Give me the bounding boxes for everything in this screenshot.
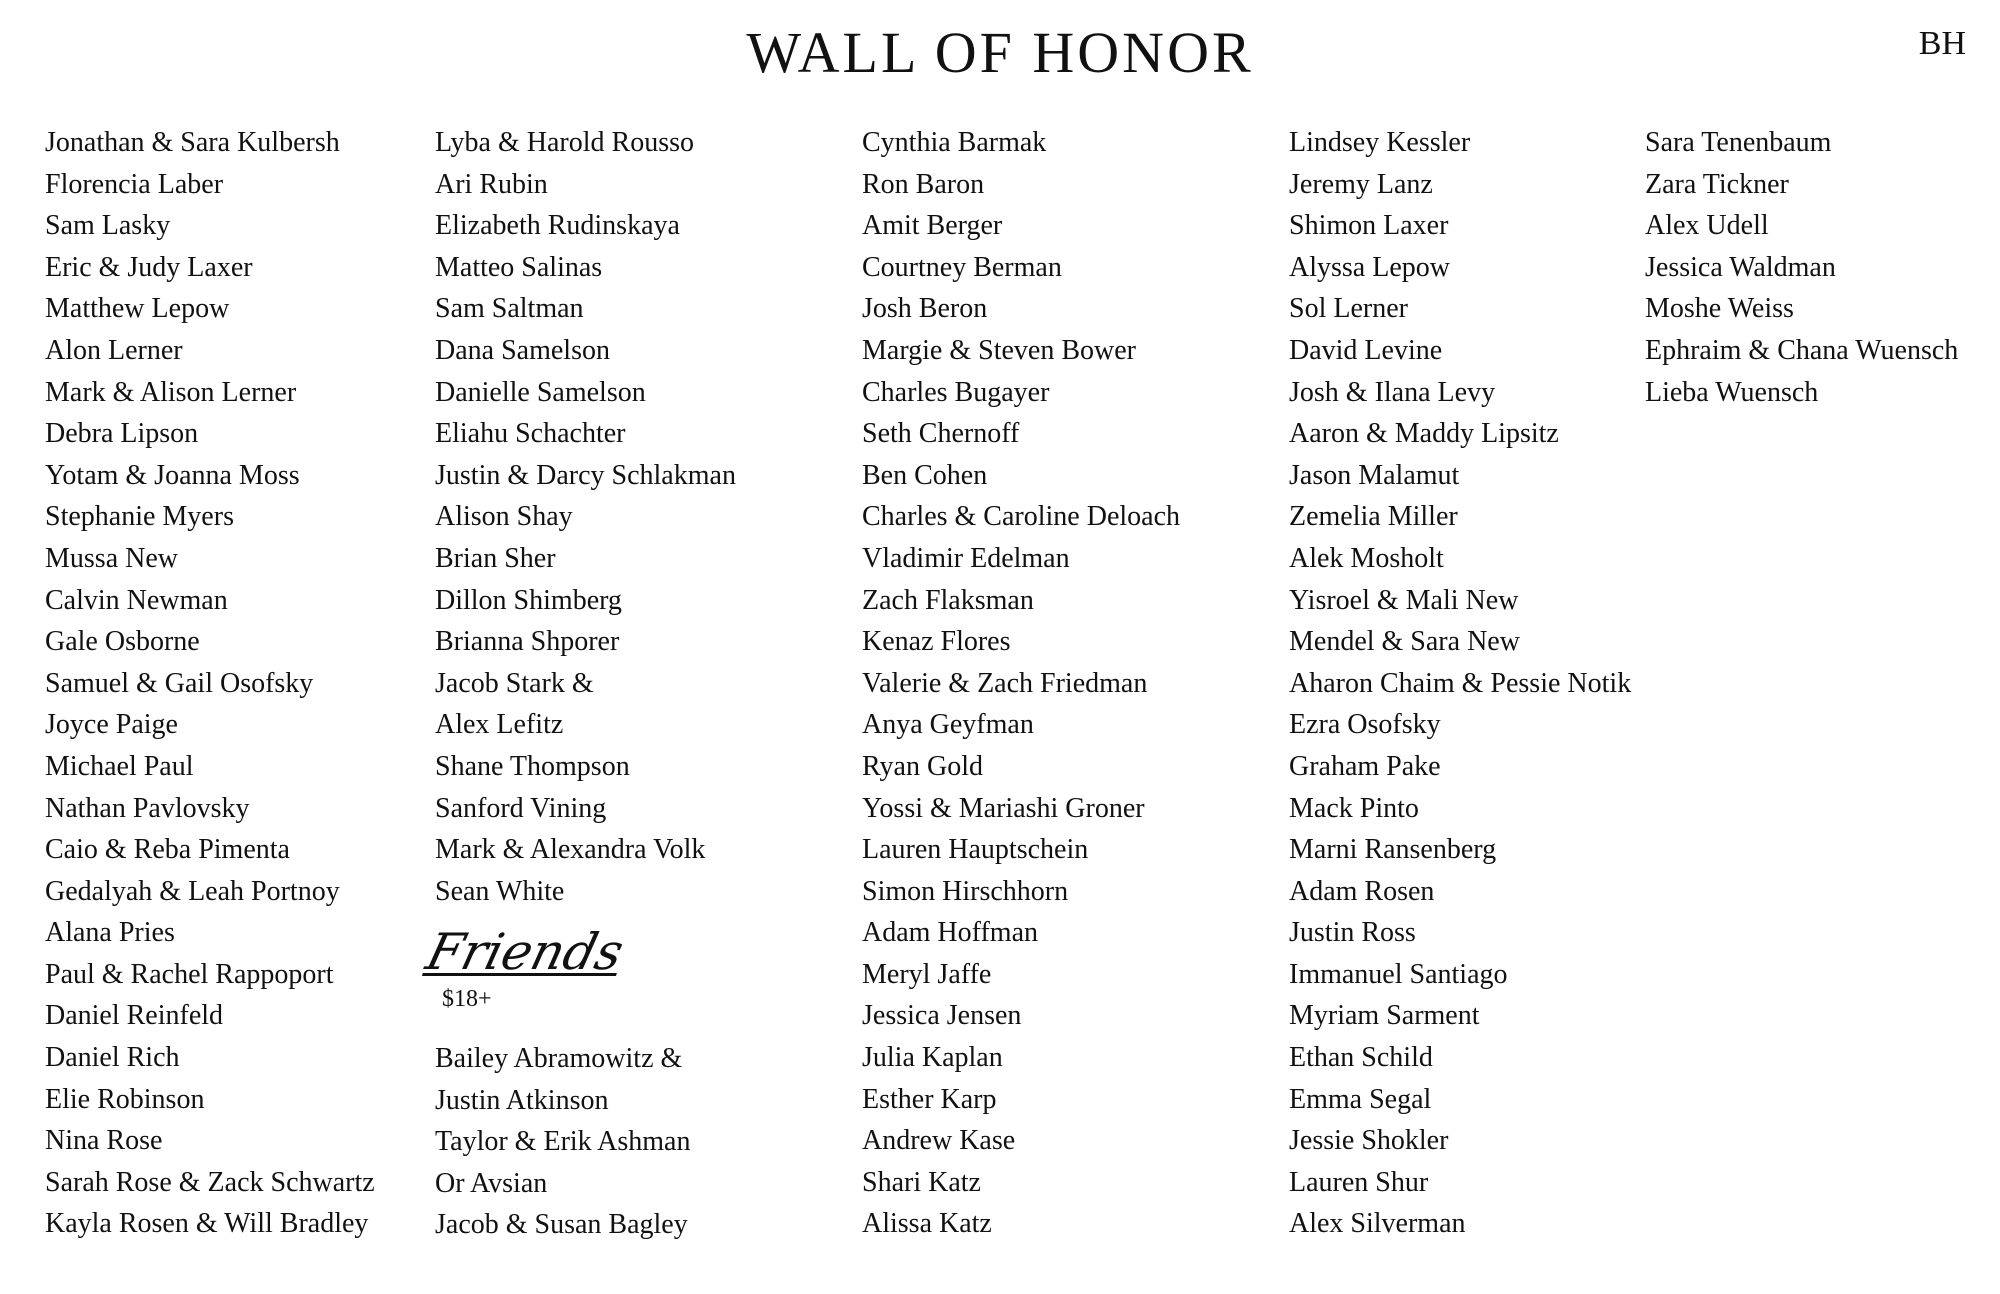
honoree-name: Gedalyah & Leah Portnoy (45, 875, 340, 907)
honoree-name: Lindsey Kessler (1289, 127, 1471, 158)
honoree-name: Alissa Katz (862, 1208, 992, 1240)
honoree-name: Jason Malamut (1289, 459, 1460, 491)
honoree-name: Graham Pake (1289, 750, 1441, 782)
honoree-name: Alex Udell (1645, 210, 1769, 242)
honoree-name: Jacob Stark & (435, 667, 594, 699)
name-column-5 (1645, 122, 1958, 413)
friends-amount: $18+ (442, 986, 492, 1012)
honoree-name: Kayla Rosen & Will Bradley (45, 1208, 369, 1240)
honoree-name: Jessie Shokler (1289, 1125, 1449, 1157)
honoree-name: Cynthia Barmak (862, 127, 1047, 158)
honoree-name: Seth Chernoff (862, 418, 1020, 450)
honoree-name: Alex Silverman (1289, 1208, 1466, 1240)
honoree-name: Taylor & Erik Ashman (435, 1126, 691, 1158)
honoree-name: Yisroel & Mali New (1289, 584, 1519, 616)
honoree-name: Joyce Paige (45, 709, 178, 741)
honoree-name: Aaron & Maddy Lipsitz (1289, 418, 1559, 450)
honoree-name: Myriam Sarment (1289, 1000, 1480, 1032)
honoree-name: Ben Cohen (862, 459, 988, 491)
honoree-name: Eric & Judy Laxer (45, 251, 253, 283)
honoree-name: Jessica Waldman (1645, 251, 1836, 283)
honoree-name: Or Avsian (435, 1167, 548, 1199)
honoree-name: Lauren Shur (1289, 1166, 1429, 1198)
honoree-name: Andrew Kase (862, 1125, 1016, 1157)
honoree-name: Lauren Hauptschein (862, 834, 1089, 866)
honoree-name: Florencia Laber (45, 168, 224, 200)
honoree-name: Sanford Vining (435, 792, 607, 824)
name-column-3 (862, 122, 1180, 1245)
honoree-name: Meryl Jaffe (862, 958, 992, 990)
honoree-name: Daniel Rich (45, 1042, 180, 1074)
honoree-name: Ethan Schild (1289, 1042, 1433, 1074)
honoree-name: Simon Hirschhorn (862, 875, 1069, 907)
honoree-name: Lyba & Harold Rousso (435, 127, 694, 158)
honoree-name: Vladimir Edelman (862, 542, 1070, 574)
honoree-name: Esther Karp (862, 1083, 997, 1115)
honoree-name: Amit Berger (862, 210, 1003, 242)
name-column-2 (435, 122, 736, 912)
honoree-name: Moshe Weiss (1645, 293, 1794, 325)
honoree-name: Samuel & Gail Osofsky (45, 667, 314, 699)
friends-name-column (435, 1038, 690, 1246)
honoree-name: Sol Lerner (1289, 293, 1408, 325)
honoree-name: Jonathan & Sara Kulbersh (45, 127, 340, 158)
honoree-name: Shimon Laxer (1289, 210, 1449, 242)
honoree-name: Lieba Wuensch (1645, 376, 1819, 408)
honoree-name: Alex Lefitz (435, 709, 564, 741)
honoree-name: Mussa New (45, 542, 178, 574)
honoree-name: Caio & Reba Pimenta (45, 834, 290, 866)
honoree-name: Danielle Samelson (435, 376, 646, 408)
name-column-4 (1289, 122, 1631, 1245)
honoree-name: Gale Osborne (45, 626, 200, 658)
honoree-name: Ryan Gold (862, 750, 983, 782)
honoree-name: Paul & Rachel Rappoport (45, 958, 334, 990)
honoree-name: Stephanie Myers (45, 501, 234, 533)
honoree-name: Alison Shay (435, 501, 573, 533)
honoree-name: Jessica Jensen (862, 1000, 1022, 1032)
honoree-name: Matteo Salinas (435, 251, 603, 283)
name-column-1 (45, 122, 375, 1245)
honoree-name: Matthew Lepow (45, 293, 230, 325)
honoree-name: Sam Lasky (45, 210, 171, 242)
honoree-name: Bailey Abramowitz & (435, 1043, 683, 1074)
honoree-name: Nathan Pavlovsky (45, 792, 250, 824)
honoree-name: Adam Hoffman (862, 917, 1038, 949)
page-title: WALL OF HONOR (746, 20, 1254, 85)
honoree-name: Ezra Osofsky (1289, 709, 1441, 741)
honoree-name: Alek Mosholt (1289, 542, 1444, 574)
honoree-name: Daniel Reinfeld (45, 1000, 224, 1032)
honoree-name: Yotam & Joanna Moss (45, 459, 300, 491)
honoree-name: Zara Tickner (1645, 168, 1789, 200)
honoree-name: Dana Samelson (435, 334, 610, 366)
honoree-name: Justin Atkinson (435, 1084, 609, 1116)
honoree-name: Nina Rose (45, 1125, 163, 1157)
honoree-name: Jacob & Susan Bagley (435, 1209, 688, 1241)
honoree-name: Brian Sher (435, 542, 556, 574)
honoree-name: David Levine (1289, 334, 1443, 366)
honoree-name: Sam Saltman (435, 293, 584, 325)
honoree-name: Sarah Rose & Zack Schwartz (45, 1166, 375, 1198)
honoree-name: Sean White (435, 875, 565, 907)
honoree-name: Zemelia Miller (1289, 501, 1458, 533)
honoree-name: Jeremy Lanz (1289, 168, 1433, 200)
honoree-name: Margie & Steven Bower (862, 334, 1136, 366)
honoree-name: Adam Rosen (1289, 875, 1435, 907)
honoree-name: Charles Bugayer (862, 376, 1050, 408)
honoree-name: Ron Baron (862, 168, 985, 200)
honoree-name: Mark & Alison Lerner (45, 376, 297, 408)
honoree-name: Justin & Darcy Schlakman (435, 459, 736, 491)
corner-mark: BH (1918, 25, 1966, 62)
honoree-name: Brianna Shporer (435, 626, 620, 658)
honoree-name: Aharon Chaim & Pessie Notik (1289, 667, 1632, 699)
honoree-name: Yossi & Mariashi Groner (862, 792, 1145, 824)
honoree-name: Shane Thompson (435, 750, 630, 782)
honoree-name: Mack Pinto (1289, 792, 1419, 824)
honoree-name: Courtney Berman (862, 251, 1062, 283)
honoree-name: Charles & Caroline Deloach (862, 501, 1181, 533)
honoree-name: Elie Robinson (45, 1083, 205, 1115)
friends-section (420, 923, 630, 1014)
honoree-name: Alon Lerner (45, 334, 183, 366)
honoree-name: Anya Geyfman (862, 709, 1034, 741)
honoree-name: Kenaz Flores (862, 626, 1011, 658)
honoree-name: Ari Rubin (435, 168, 548, 200)
honoree-name: Alyssa Lepow (1289, 251, 1450, 283)
honoree-name: Mark & Alexandra Volk (435, 834, 706, 866)
honoree-name: Josh & Ilana Levy (1289, 376, 1496, 408)
honoree-name: Alana Pries (45, 917, 175, 949)
honoree-name: Elizabeth Rudinskaya (435, 210, 680, 242)
honoree-name: Justin Ross (1289, 917, 1416, 949)
honoree-name: Marni Ransenberg (1289, 834, 1497, 866)
honoree-name: Mendel & Sara New (1289, 626, 1520, 658)
honoree-name: Ephraim & Chana Wuensch (1645, 334, 1959, 366)
honoree-name: Zach Flaksman (862, 584, 1034, 616)
honoree-name: Emma Segal (1289, 1083, 1432, 1115)
honoree-name: Sara Tenenbaum (1645, 127, 1832, 158)
honoree-name: Dillon Shimberg (435, 584, 622, 616)
honoree-name: Shari Katz (862, 1166, 981, 1198)
honoree-name: Valerie & Zach Friedman (862, 667, 1148, 699)
honoree-name: Michael Paul (45, 750, 194, 782)
honoree-name: Calvin Newman (45, 584, 228, 616)
honoree-name: Julia Kaplan (862, 1042, 1003, 1074)
honoree-name: Debra Lipson (45, 418, 199, 450)
friends-heading: Friends (420, 923, 630, 981)
honoree-name: Josh Beron (862, 293, 988, 325)
honoree-name: Immanuel Santiago (1289, 958, 1508, 990)
honoree-name: Eliahu Schachter (435, 418, 626, 450)
